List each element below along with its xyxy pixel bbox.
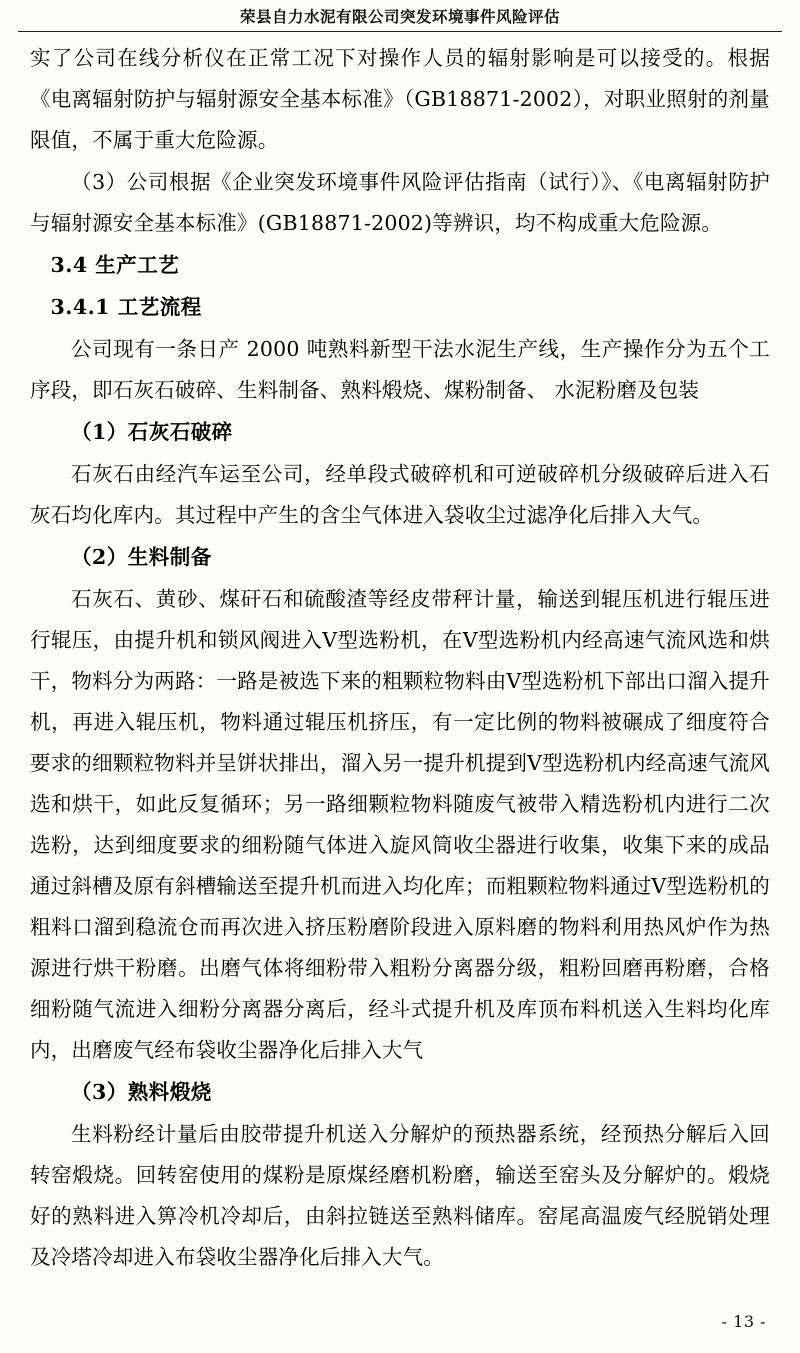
page-number: - 13 - <box>721 1312 766 1331</box>
heading-3-4-1: 3.4.1 工艺流程 <box>50 295 202 319</box>
paragraph-production-overview: 公司现有一条日产 2000 吨熟料新型干法水泥生产线，生产操作分为五个工序段，即石灰石破碎、生料制备、熟料煅烧、煤粉制备、 水泥粉磨及包装 <box>30 337 770 402</box>
heading-item-1: （1）石灰石破碎 <box>71 420 233 444</box>
heading-item-2: （2）生料制备 <box>71 545 212 569</box>
heading-3-4: 3.4 生产工艺 <box>50 253 180 277</box>
paragraph-item-2: 石灰石、黄砂、煤矸石和硫酸渣等经皮带秤计量，输送到辊压机进行辊压进行辊压，由提升机和锁风阀进入Ⅴ型选粉机，在Ⅴ型选粉机内经高速气流风选和烘干，物料分为两路：一路是被选下来的粗颗粒物料由Ⅴ型选粉机下部出口溜入提升机，再进入辊压机，物料通过辊压机挤压，有一定比例的物料被碾成了细度符合要求的细颗粒物料并呈饼状排出，溜入另一提升机提到Ⅴ型选粉机内经高速气流风选和烘干，如此反复循环；另一路细颗粒物料随废气被带入精选粉机内进行二次选粉，达到细度要求的细粉随气体进入旋风筒收尘器进行收集，收集下来的成品通过斜槽及原有斜槽输送至提升机而进入均化库；而粗颗粒物料通过Ⅴ型选粉机的粗料口溜到稳流仓而再次进入挤压粉磨阶段进入原料磨的物料利用热风炉作为热源进行烘干粉磨。出磨气体将细粉带入粗粉分离器分级，粗粉回磨再粉磨，合格细粉随气流进入细粉分离器分离后，经斗式提升机及库顶布料机送入生料均化库内，出磨废气经布袋收尘器净化后排入大气 <box>30 587 770 1062</box>
header-title: 荣县自力水泥有限公司突发环境事件风险评估 <box>239 7 560 26</box>
paragraph-item-3: （3）公司根据《企业突发环境事件风险评估指南（试行）》、《电离辐射防护与辐射源安全基本标准》(GB18871-2002)等辨识，均不构成重大危险源。 <box>30 170 770 235</box>
paragraph-item-1: 石灰石由经汽车运至公司，经单段式破碎机和可逆破碎机分级破碎后进入石灰石均化库内。其过程中产生的含尘气体进入袋收尘过滤净化后排入大气。 <box>30 462 770 527</box>
page-content <box>30 38 770 1293</box>
paragraph-continued: 实了公司在线分析仪在正常工况下对操作人员的辐射影响是可以接受的。根据《电离辐射防护与辐射源安全基本标准》（GB18871-2002），对职业照射的剂量限值，不属于重大危险源。 <box>30 46 770 152</box>
heading-item-3: （3）熟料煅烧 <box>71 1080 212 1104</box>
page-header <box>0 0 800 32</box>
paragraph-item-3-text: 生料粉经计量后由胶带提升机送入分解炉的预热器系统，经预热分解后入回转窑煅烧。回转窑使用的煤粉是原煤经磨机粉磨，输送至窑头及分解炉的。煅烧好的熟料进入箅冷机冷却后，由斜拉链送至熟料储库。窑尾高温废气经脱销处理及冷塔冷却进入布袋收尘器净化后排入大气。 <box>30 1122 770 1269</box>
header-divider <box>18 31 782 32</box>
